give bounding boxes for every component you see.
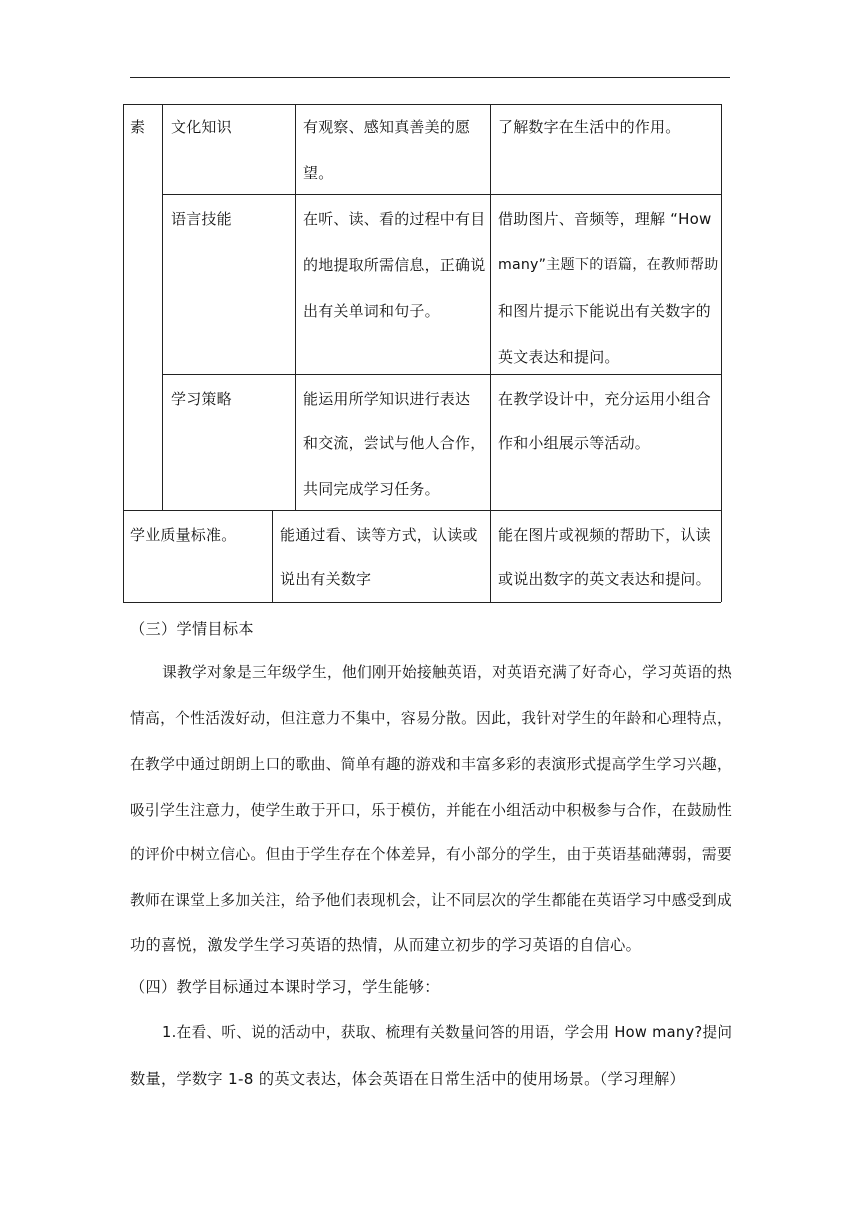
skills-practice-line-3: 和图片提示下能说出有关数字的 [498,302,711,320]
goal1-line-2: 数量，学数字 1-8 的英文表达，体会英语在日常生活中的使用场景。（学习理解） [130,1070,685,1088]
culture-practice-line-1: 了解数字在生活中的作用。 [498,118,681,136]
section4-heading: （四）教学目标通过本课时学习，学生能够： [130,978,440,996]
skills-practice-line-1: 借助图片、音频等，理解 “How [498,210,712,228]
section3-line-6: 教师在课堂上多加关注，给予他们表现机会，让不同层次的学生都能在英语学习中感受到成 [130,892,732,909]
header-rule [130,77,730,78]
strategy-practice-line-2: 作和小组展示等活动。 [498,434,651,452]
strategy-practice-line-1: 在教学设计中，充分运用小组合 [498,390,711,408]
skills-practice-line-4: 英文表达和提问。 [498,348,620,366]
quality-requirement-line-2: 说出有关数字 [280,570,372,588]
skills-requirement-line-1: 在听、读、看的过程中有目 [303,210,486,228]
section3-line-1: 课教学对象是三年级学生，他们刚开始接触英语，对英语充满了好奇心，学习英语的热 [162,664,733,681]
section3-line-5: 的评价中树立信心。但由于学生存在个体差异，有小部分的学生，由于英语基础薄弱，需要 [130,846,732,863]
section3-line-4: 吸引学生注意力，使学生敢于开口，乐于模仿，并能在小组活动中积极参与合作，在鼓励性 [130,802,732,819]
strategy-requirement-line-1: 能运用所学知识进行表达 [303,390,471,408]
quality-practice-line-1: 能在图片或视频的帮助下，认读 [498,526,711,544]
culture-requirement-line-2: 望。 [303,164,334,182]
culture-requirement-line-1: 有观察、感知真善美的愿 [303,118,471,136]
goal1-line-1: 1.在看、听、说的活动中，获取、梳理有关数量问答的用语，学会用 How many?提问 [162,1024,733,1041]
strategy-requirement-line-2: 和交流，尝试与他人合作， [303,434,486,452]
skills-practice-line-2: many”主题下的语篇，在教师帮助 [498,257,719,273]
table-col1-fragment: 素 [130,118,146,136]
section3-line-7: 功的喜悦，激发学生学习英语的热情，从而建立初步的学习英语的自信心。 [130,936,642,954]
aspect-culture: 文化知识 [171,118,232,136]
section3-line-2: 情高，个性活泼好动，但注意力不集中，容易分散。因此，我针对学生的年龄和心理特点， [130,710,732,727]
aspect-language-skills: 语言技能 [171,210,232,228]
quality-practice-line-2: 或说出数字的英文表达和提问。 [498,570,711,588]
skills-requirement-line-3: 出有关单词和句子。 [303,302,440,320]
section3-heading: （三）学情目标本 [130,620,254,638]
aspect-learning-strategy: 学习策略 [171,390,232,408]
section3-line-3: 在教学中通过朗朗上口的歌曲、简单有趣的游戏和丰富多彩的表演形式提高学生学习兴趣， [130,756,732,773]
strategy-requirement-line-3: 共同完成学习任务。 [303,480,440,498]
quality-requirement-line-1: 能通过看、读等方式，认读或 [280,526,478,544]
skills-requirement-line-2: 的地提取所需信息，正确说 [303,256,486,274]
quality-standard-label: 学业质量标准。 [130,526,237,544]
